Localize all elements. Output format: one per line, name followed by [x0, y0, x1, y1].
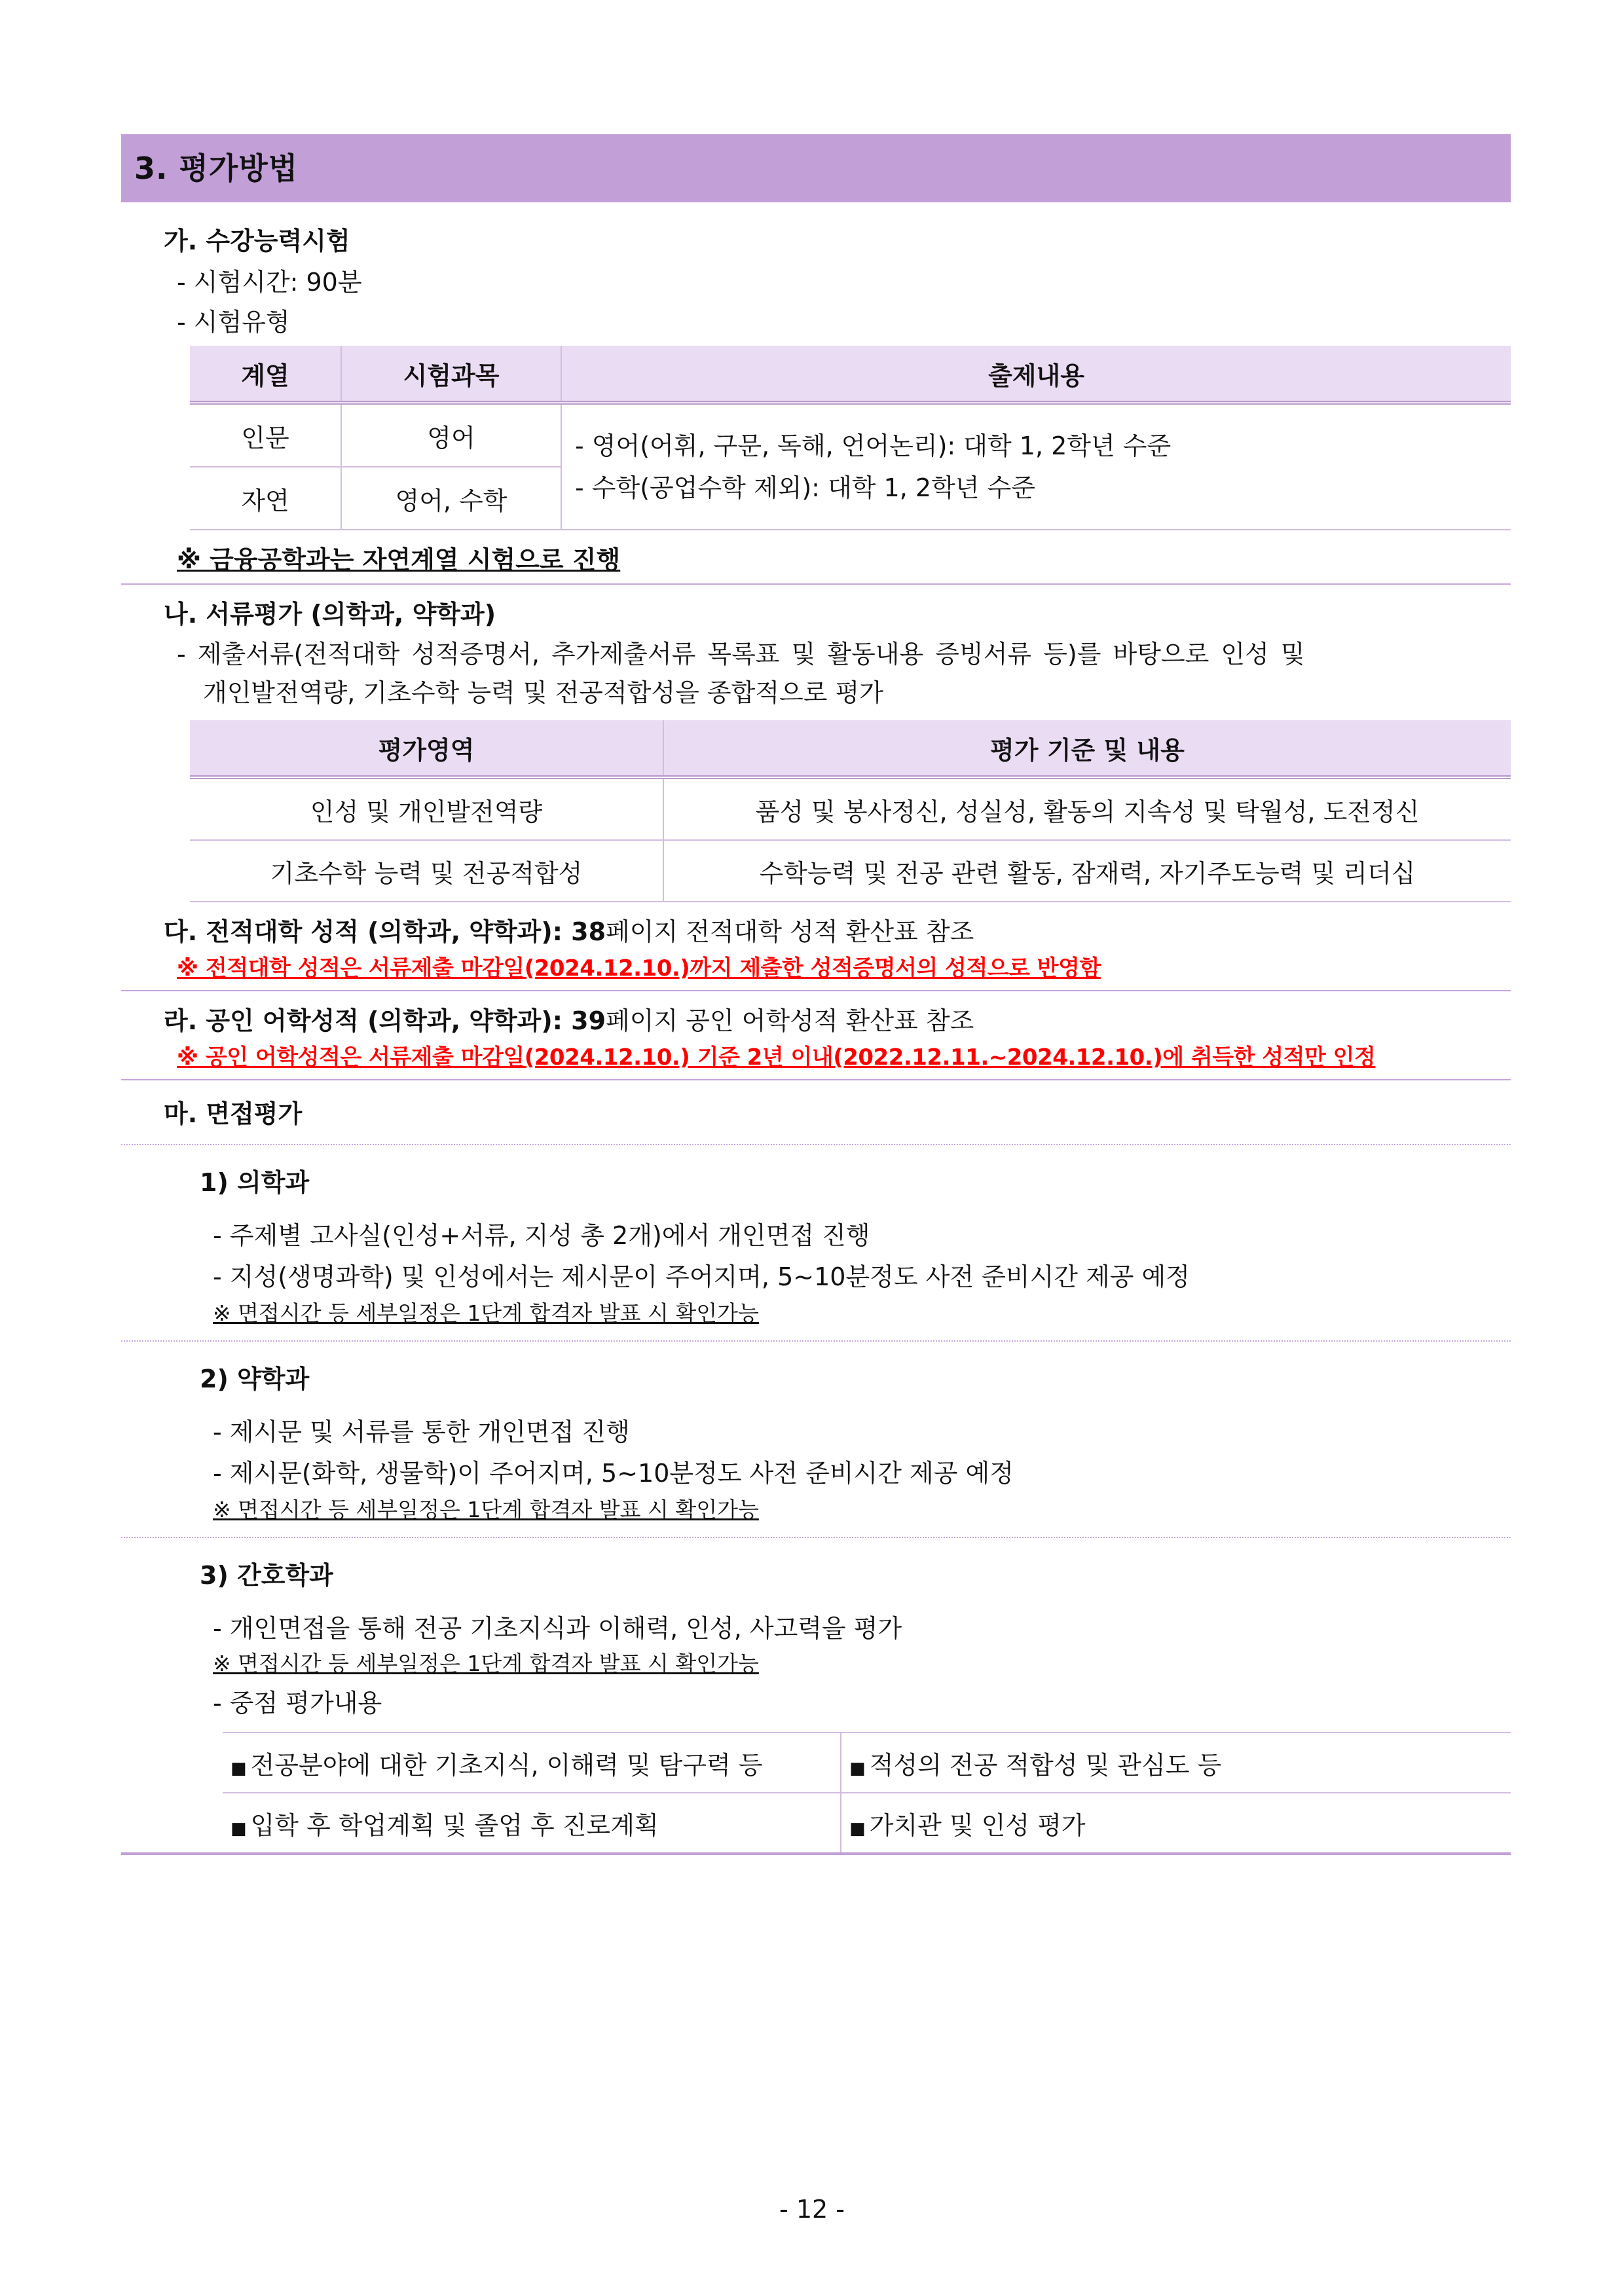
documents-desc-line1: - 제출서류(전적대학 성적증명서, 추가제출서류 목록표 및 활동내용 증빙서류 등)를 바탕으로 인성 및	[177, 640, 1305, 669]
track-cell: 인문	[190, 403, 341, 467]
subsection-na-title: 나. 서류평가 (의학과, 약학과)	[164, 600, 496, 629]
subject-cell: 영어	[341, 403, 561, 467]
page-content	[121, 134, 1511, 1855]
area-cell: 기초수학 능력 및 전공적합성	[190, 840, 663, 902]
header-area: 평가영역	[190, 720, 663, 777]
focus-text: 입학 후 학업계획 및 졸업 후 진로계획	[250, 1810, 659, 1840]
subject-cell: 영어, 수학	[341, 467, 561, 530]
ra-title-bold: 라. 공인 어학성적 (의학과, 약학과): 39	[164, 1006, 606, 1035]
table-row	[223, 1793, 1511, 1852]
subsection-da-title	[164, 911, 1511, 947]
da-title-rest: 페이지 전적대학 성적 환산표 참조	[606, 917, 974, 946]
schedule-note: ※ 면접시간 등 세부일정은 1단계 합격자 발표 시 확인가능	[213, 1300, 759, 1326]
table-row	[190, 777, 1511, 840]
focus-table	[223, 1732, 1511, 1852]
documents-table	[190, 720, 1511, 902]
section-bottom-border	[121, 1852, 1511, 1855]
interview-line: - 지성(생명과학) 및 인성에서는 제시문이 주어지며, 5~10분정도 사전 준비시간 제공 예정	[213, 1262, 1190, 1291]
table-row	[223, 1733, 1511, 1793]
focus-cell	[841, 1733, 1511, 1793]
exam-table	[190, 346, 1511, 530]
ra-title-rest: 페이지 공인 어학성적 환산표 참조	[606, 1006, 974, 1035]
subsection-ra-title	[164, 1001, 1511, 1037]
focus-cell	[841, 1793, 1511, 1852]
header-track: 계열	[190, 346, 341, 403]
content-cell	[561, 403, 1511, 530]
page-number: - 12 -	[779, 2195, 845, 2224]
track-cell: 자연	[190, 467, 341, 530]
documents-table-header	[190, 720, 1511, 777]
exam-time: - 시험시간: 90분	[177, 268, 362, 297]
criteria-cell: 품성 및 봉사정신, 성실성, 활동의 지속성 및 탁월성, 도전정신	[663, 777, 1511, 840]
exam-table-header	[190, 346, 1511, 403]
interview-line: - 제시문 및 서류를 통한 개인면접 진행	[213, 1418, 630, 1446]
header-subject: 시험과목	[341, 346, 561, 403]
finance-note: ※ 금융공학과는 자연계열 시험으로 진행	[177, 545, 621, 574]
interview-line: - 제시문(화학, 생물학)이 주어지며, 5~10분정도 사전 준비시간 제공 예정	[213, 1459, 1014, 1488]
schedule-note: ※ 면접시간 등 세부일정은 1단계 합격자 발표 시 확인가능	[213, 1497, 759, 1522]
subsection-ga-title: 가. 수강능력시험	[164, 227, 350, 255]
focus-cell	[223, 1733, 841, 1793]
focus-text: 적성의 전공 적합성 및 관심도 등	[869, 1750, 1222, 1780]
square-bullet-icon: ■	[231, 1758, 247, 1778]
interview-nursing-title: 3) 간호학과	[200, 1561, 333, 1590]
interview-line: - 개인면접을 통해 전공 기초지식과 이해력, 인성, 사고력을 평가	[213, 1614, 902, 1643]
exam-type: - 시험유형	[177, 308, 290, 337]
focus-text: 전공분야에 대한 기초지식, 이해력 및 탐구력 등	[250, 1750, 763, 1780]
header-criteria: 평가 기준 및 내용	[663, 720, 1511, 777]
interview-pharmacy-title: 2) 약학과	[200, 1365, 310, 1393]
square-bullet-icon: ■	[231, 1818, 247, 1839]
focus-label: - 중점 평가내용	[213, 1689, 382, 1717]
section-title: 3. 평가방법	[121, 134, 1511, 202]
interview-medicine-title: 1) 의학과	[200, 1168, 310, 1197]
focus-cell	[223, 1793, 841, 1852]
interview-line: - 주제별 고사실(인성+서류, 지성 총 2개)에서 개인면접 진행	[213, 1221, 870, 1250]
square-bullet-icon: ■	[849, 1818, 866, 1839]
table-row	[190, 840, 1511, 902]
content-english: - 영어(어휘, 구문, 독해, 언어논리): 대학 1, 2학년 수준	[575, 431, 1172, 460]
documents-desc-line2: 개인발전역량, 기초수학 능력 및 전공적합성을 종합적으로 평가	[203, 678, 883, 707]
focus-text: 가치관 및 인성 평가	[869, 1810, 1086, 1840]
schedule-note: ※ 면접시간 등 세부일정은 1단계 합격자 발표 시 확인가능	[213, 1651, 759, 1676]
table-row	[190, 403, 1511, 467]
transcript-note: ※ 전적대학 성적은 서류제출 마감일(2024.12.10.)까지 제출한 성적증명서의 성적으로 반영함	[177, 955, 1101, 982]
header-content: 출제내용	[561, 346, 1511, 403]
da-title-bold: 다. 전적대학 성적 (의학과, 약학과): 38	[164, 917, 606, 946]
square-bullet-icon: ■	[849, 1758, 866, 1778]
subsection-ma-title: 마. 면접평가	[164, 1099, 303, 1128]
language-note: ※ 공인 어학성적은 서류제출 마감일(2024.12.10.) 기준 2년 이내(2022.12.11.~2024.12.10.)에 취득한 성적만 인정	[177, 1044, 1376, 1071]
criteria-cell: 수학능력 및 전공 관련 활동, 잠재력, 자기주도능력 및 리더십	[663, 840, 1511, 902]
content-math: - 수학(공업수학 제외): 대학 1, 2학년 수준	[575, 473, 1035, 502]
area-cell: 인성 및 개인발전역량	[190, 777, 663, 840]
